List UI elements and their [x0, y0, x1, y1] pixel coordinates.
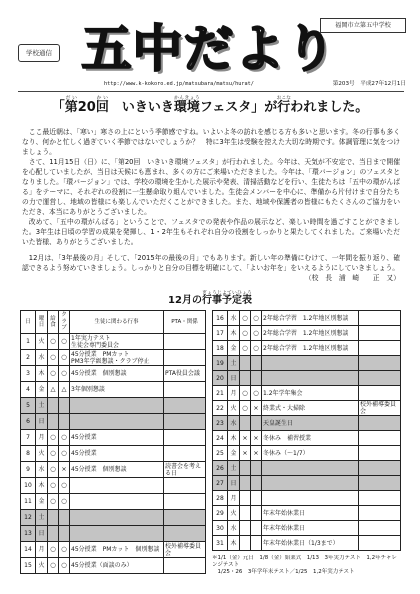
furigana: かんきょう	[173, 96, 200, 101]
pta-cell	[164, 558, 206, 574]
club-mark: ○	[59, 558, 70, 574]
weekday-cell: 日	[36, 526, 48, 542]
schedule-row	[213, 416, 401, 431]
paragraph-text: 12月は、「3年最後の月」そして、「2015年の最後の月」でもあります。新しい年の準備にむけて、一年間を振り返り、確認できるよう努めていきましょう。しっかりと自分の目標を明確にして、「よいお年を」をいえるようにしていきましょう。	[22, 254, 400, 272]
event-cell: 年末年始休業日（1/3まで）	[262, 536, 359, 551]
event-cell	[70, 478, 164, 494]
day-cell: 10	[21, 478, 36, 494]
day-cell: 12	[21, 510, 36, 526]
day-cell: 9	[21, 462, 36, 478]
lunch-mark: ○	[240, 341, 251, 356]
day-cell: 3	[21, 366, 36, 382]
pta-cell	[359, 386, 401, 401]
weekday-cell: 土	[36, 398, 48, 414]
lunch-mark	[240, 506, 251, 521]
schedule-row	[213, 326, 401, 341]
weekday-cell: 日	[228, 371, 240, 386]
lunch-mark	[48, 414, 59, 430]
paragraph-closing	[22, 253, 400, 282]
schedule-row	[21, 462, 206, 478]
club-mark: ○	[59, 494, 70, 510]
header-divider	[18, 91, 404, 92]
pta-cell	[164, 430, 206, 446]
ruby-word: 予定表よていひょう	[221, 291, 252, 306]
pta-cell	[164, 510, 206, 526]
schedule-row	[213, 476, 401, 491]
day-cell: 16	[213, 311, 228, 326]
heading-text: われました。	[290, 100, 369, 115]
day-cell: 17	[213, 326, 228, 341]
event-cell	[262, 491, 359, 506]
schedule-row	[213, 506, 401, 521]
day-cell: 24	[213, 431, 228, 446]
pta-cell	[359, 431, 401, 446]
furigana: だい	[64, 96, 78, 101]
day-cell: 31	[213, 536, 228, 551]
day-cell: 6	[21, 414, 36, 430]
club-mark: ×	[59, 462, 70, 478]
club-mark: ○	[251, 386, 262, 401]
event-cell	[262, 356, 359, 371]
pta-cell: 校外補導委員会	[359, 401, 401, 416]
weekday-cell: 水	[36, 350, 48, 366]
club-mark	[251, 416, 262, 431]
weekday-cell: 土	[36, 510, 48, 526]
weekday-cell: 火	[36, 334, 48, 350]
schedule-row	[213, 491, 401, 506]
schedule-row	[213, 461, 401, 476]
event-cell: 天皇誕生日	[262, 416, 359, 431]
header-weekday: 曜日	[36, 311, 48, 334]
club-mark	[251, 461, 262, 476]
schedule-row	[21, 446, 206, 462]
weekday-cell: 金	[228, 341, 240, 356]
day-cell: 20	[213, 371, 228, 386]
pta-cell	[164, 398, 206, 414]
weekday-cell: 水	[228, 311, 240, 326]
article-body	[22, 127, 400, 293]
weekday-cell: 木	[228, 326, 240, 341]
club-mark	[59, 526, 70, 542]
furigana: かい	[95, 96, 109, 101]
event-cell	[70, 414, 164, 430]
weekday-cell: 月	[36, 542, 48, 558]
pta-cell	[359, 311, 401, 326]
weekday-cell: 水	[228, 521, 240, 536]
pta-cell	[164, 350, 206, 366]
weekday-cell: 木	[228, 536, 240, 551]
ruby-word: 回かい	[95, 96, 109, 115]
header-pta: PTA・関係	[164, 311, 206, 334]
day-cell: 11	[21, 494, 36, 510]
event-cell: 冬休み（〜1/7）	[262, 446, 359, 461]
pta-cell	[359, 371, 401, 386]
club-mark: ○	[59, 478, 70, 494]
event-cell	[70, 398, 164, 414]
club-mark: ○	[59, 334, 70, 350]
event-cell: 2年総合学習 1.2年地区別懇談	[262, 341, 359, 356]
lunch-mark: ○	[48, 462, 59, 478]
schedule-row	[21, 366, 206, 382]
weekday-cell: 月	[228, 491, 240, 506]
lunch-mark: ○	[48, 494, 59, 510]
weekday-cell: 日	[228, 476, 240, 491]
schedule-row	[213, 371, 401, 386]
pta-cell	[164, 382, 206, 398]
schedule-row	[21, 478, 206, 494]
heading-text: 「	[51, 100, 65, 115]
day-cell: 25	[213, 446, 228, 461]
pta-cell	[359, 536, 401, 551]
lunch-mark: ○	[240, 386, 251, 401]
pta-cell	[359, 356, 401, 371]
event-cell: 冬休み 補習授業	[262, 431, 359, 446]
weekday-cell: 火	[36, 446, 48, 462]
header-club: クラブ	[59, 311, 70, 334]
weekday-cell: 木	[36, 478, 48, 494]
schedule-row	[21, 414, 206, 430]
pta-cell	[359, 341, 401, 356]
schedule-row	[213, 521, 401, 536]
schedule-title	[0, 291, 420, 309]
lunch-mark	[240, 536, 251, 551]
club-mark	[251, 371, 262, 386]
heading-text: いきいき	[108, 100, 174, 115]
furigana: ぎょうじ	[201, 291, 222, 296]
ruby-word: 行事ぎょうじ	[201, 291, 222, 306]
lunch-mark: ×	[240, 446, 251, 461]
day-cell: 26	[213, 461, 228, 476]
event-cell: 45分授業 個別懇談	[70, 462, 164, 478]
day-cell: 22	[213, 401, 228, 416]
pta-cell: 校外補導委員会	[164, 542, 206, 558]
weekday-cell: 金	[228, 446, 240, 461]
weekday-cell: 日	[36, 414, 48, 430]
schedule-row	[21, 350, 206, 366]
schedule-row	[21, 494, 206, 510]
schedule-row	[213, 311, 401, 326]
header-day: 日	[21, 311, 36, 334]
day-cell: 18	[213, 341, 228, 356]
day-cell: 28	[213, 491, 228, 506]
day-cell: 7	[21, 430, 36, 446]
lunch-mark	[48, 510, 59, 526]
paragraph: 改めて、「五中の環がんばる」ということで、フェスタでの発表や作品の展示など、楽しい時間を過ごすことができました。3年生は日頃の学習の成果を発揮し、1・2年生もそれぞれ自分の役割をしっかりと果たしてくれました。ご来場いただいた皆様、ありがとうございました。	[22, 218, 400, 246]
club-mark: ○	[59, 430, 70, 446]
lunch-mark: △	[48, 382, 59, 398]
club-mark	[251, 506, 262, 521]
pta-cell	[164, 414, 206, 430]
pta-cell	[359, 506, 401, 521]
club-mark: ○	[251, 341, 262, 356]
schedule-row	[213, 356, 401, 371]
weekday-cell: 火	[228, 401, 240, 416]
lunch-mark: ○	[48, 542, 59, 558]
lunch-mark	[240, 416, 251, 431]
event-cell: 1.2年学年集会	[262, 386, 359, 401]
schedule-row	[213, 446, 401, 461]
pta-cell	[359, 476, 401, 491]
lunch-mark: ○	[48, 446, 59, 462]
principal-signature: （校 長 浦 崎 正 又）	[304, 274, 400, 282]
day-cell: 29	[213, 506, 228, 521]
day-cell: 21	[213, 386, 228, 401]
ruby-word: 第だい	[64, 96, 78, 115]
event-cell: 年末年始休業日	[262, 506, 359, 521]
day-cell: 8	[21, 446, 36, 462]
day-cell: 15	[21, 558, 36, 574]
club-mark: ○	[59, 350, 70, 366]
schedule-row	[21, 382, 206, 398]
pta-cell	[359, 461, 401, 476]
pta-cell	[359, 521, 401, 536]
club-mark: ○	[251, 311, 262, 326]
lunch-mark	[240, 521, 251, 536]
club-mark: ×	[251, 446, 262, 461]
schedule-row	[21, 542, 206, 558]
heading-text: 12月の	[168, 295, 202, 306]
weekday-cell: 木	[228, 431, 240, 446]
day-cell: 2	[21, 350, 36, 366]
lunch-mark	[48, 526, 59, 542]
paragraph: ここ最近朝は、「寒い」寒さの上にという季節感ですね。いよいよ冬の訪れを感じる方も多いと思います。冬の行事も多くなり、何かと忙しく過ぎていく季節ではないでしょうか？ 特に3年生は受験を控えた大切な時期です。体調管理に気をつけましょう。	[22, 128, 400, 156]
event-cell	[70, 526, 164, 542]
pta-cell	[359, 491, 401, 506]
pta-cell: PTA役員会議	[164, 366, 206, 382]
day-cell: 5	[21, 398, 36, 414]
club-mark: ○	[251, 326, 262, 341]
lunch-mark	[240, 491, 251, 506]
schedule-row	[213, 401, 401, 416]
club-mark: ○	[59, 542, 70, 558]
lunch-mark: ○	[48, 430, 59, 446]
day-cell: 27	[213, 476, 228, 491]
pta-cell	[164, 478, 206, 494]
schedule-row	[213, 341, 401, 356]
pta-cell	[164, 494, 206, 510]
header-lunch: 給食	[48, 311, 59, 334]
lunch-mark: ○	[240, 401, 251, 416]
lunch-mark	[240, 461, 251, 476]
newsletter-badge: 学校通信	[18, 44, 60, 62]
lunch-mark: ○	[48, 558, 59, 574]
issue-date: 第203号 平成27年12月1日	[332, 81, 406, 87]
pta-cell	[359, 326, 401, 341]
event-cell: 45分授業（面談のみ）	[70, 558, 164, 574]
ruby-word: 行おこな	[276, 96, 291, 115]
day-cell: 23	[213, 416, 228, 431]
furigana: よていひょう	[221, 291, 252, 296]
newsletter-title: 五中だより	[81, 20, 337, 78]
heading-text: フェスタ」が	[199, 100, 278, 115]
lunch-mark: ○	[240, 311, 251, 326]
article-headline	[0, 94, 420, 124]
event-cell: 45分授業 PMカット PM3年学級懇談・クラブ停止	[70, 350, 164, 366]
lunch-mark: ○	[48, 478, 59, 494]
lunch-mark: ×	[240, 431, 251, 446]
weekday-cell: 水	[36, 462, 48, 478]
club-mark: △	[59, 382, 70, 398]
schedule-table-right	[212, 310, 401, 551]
schedule-row	[21, 526, 206, 542]
pta-cell	[164, 446, 206, 462]
weekday-cell: 金	[36, 382, 48, 398]
event-cell: 2年総合学習 1.2年地区別懇談	[262, 326, 359, 341]
note-line: ＊1/1（金）元日 1/8（金）始業式 1/13 3年実力テスト 1,2年チャレンジテスト	[212, 555, 397, 568]
event-cell	[70, 494, 164, 510]
heading-text: 20	[77, 100, 96, 115]
weekday-cell: 水	[228, 416, 240, 431]
schedule-row	[21, 558, 206, 574]
club-mark	[59, 510, 70, 526]
weekday-cell: 金	[36, 494, 48, 510]
schedule-notes	[212, 555, 400, 589]
event-cell: 2年総合学習 1.2年地区別懇談	[262, 311, 359, 326]
lunch-mark: ○	[48, 366, 59, 382]
club-mark	[251, 491, 262, 506]
lunch-mark	[48, 398, 59, 414]
event-cell: 45分授業	[70, 446, 164, 462]
ruby-word: 環境かんきょう	[173, 96, 200, 115]
lunch-mark: ○	[48, 334, 59, 350]
event-cell: 45分授業 PMカット 個別懇談	[70, 542, 164, 558]
day-cell: 13	[21, 526, 36, 542]
weekday-cell: 土	[228, 356, 240, 371]
schedule-row	[21, 430, 206, 446]
lunch-mark	[240, 356, 251, 371]
weekday-cell: 火	[228, 506, 240, 521]
weekday-cell: 土	[228, 461, 240, 476]
schedule-table-left	[20, 310, 206, 574]
event-cell: 1年実力テスト 生徒会専門委員会	[70, 334, 164, 350]
event-cell: 45分授業 個別懇談	[70, 366, 164, 382]
club-mark: ○	[59, 446, 70, 462]
schedule-row	[213, 536, 401, 551]
furigana: おこな	[276, 96, 291, 101]
lunch-mark: ○	[48, 350, 59, 366]
day-cell: 4	[21, 382, 36, 398]
schedule-row	[21, 334, 206, 350]
weekday-cell: 火	[36, 558, 48, 574]
weekday-cell: 木	[36, 366, 48, 382]
schedule-header-row	[21, 311, 206, 334]
day-cell: 19	[213, 356, 228, 371]
lunch-mark	[240, 476, 251, 491]
schedule-row	[213, 386, 401, 401]
schedule-row	[21, 510, 206, 526]
lunch-mark: ○	[240, 326, 251, 341]
school-name: 福岡市立第五中学校	[320, 18, 406, 33]
school-url: http://www.k-kokoro.ed.jp/matsubara/matsu/hurat/	[104, 81, 254, 87]
paragraph: さて、11月15日（日）に、「第20回 いきいき環境フェスタ」が行われました。今年は、天気が不安定で、当日まで開催を心配していましたが、当日は天候にも恵まれ、多くの方にご来場いただきました。今年は、「環バージョン」のフェスタとなりました。「環バージョン」では、学校の環境を生かした展示や発表、清掃活動などを行い、生徒たちは「五中の環がんばる」をテーマに、それぞれの役割に一生懸命取り組んでいました。生徒会メンバーを中心に、準備から片付けまで自分たちの力で運営し、地域の皆様にも楽しんでいただくことができました。また、地域や保護者の皆様にもたくさんのご協力をいただき、本当にありがとうございました。	[22, 158, 400, 216]
club-mark: ×	[251, 401, 262, 416]
day-cell: 1	[21, 334, 36, 350]
pta-cell	[359, 416, 401, 431]
pta-cell: 読書会を考える日	[164, 462, 206, 478]
pta-cell	[359, 446, 401, 461]
event-cell	[262, 476, 359, 491]
weekday-cell: 月	[36, 430, 48, 446]
pta-cell	[164, 334, 206, 350]
club-mark	[251, 356, 262, 371]
event-cell	[262, 371, 359, 386]
event-cell	[262, 461, 359, 476]
event-cell: 45分授業	[70, 430, 164, 446]
event-cell: 3年個別懇談	[70, 382, 164, 398]
club-mark	[251, 536, 262, 551]
lunch-mark	[240, 371, 251, 386]
weekday-cell: 月	[228, 386, 240, 401]
header-student-events: 生徒に関わる行事	[70, 311, 164, 334]
day-cell: 14	[21, 542, 36, 558]
club-mark	[59, 398, 70, 414]
day-cell: 30	[213, 521, 228, 536]
event-cell: 年末年始休業日	[262, 521, 359, 536]
schedule-row	[213, 431, 401, 446]
note-line: 1/25・26 3年学年末テスト／1/25 1,2年実力テスト	[212, 569, 355, 575]
club-mark: ×	[251, 431, 262, 446]
club-mark	[251, 521, 262, 536]
club-mark	[251, 476, 262, 491]
club-mark: ○	[59, 366, 70, 382]
pta-cell	[164, 526, 206, 542]
event-cell: 終業式・大掃除	[262, 401, 359, 416]
club-mark	[59, 414, 70, 430]
event-cell	[70, 510, 164, 526]
schedule-row	[21, 398, 206, 414]
